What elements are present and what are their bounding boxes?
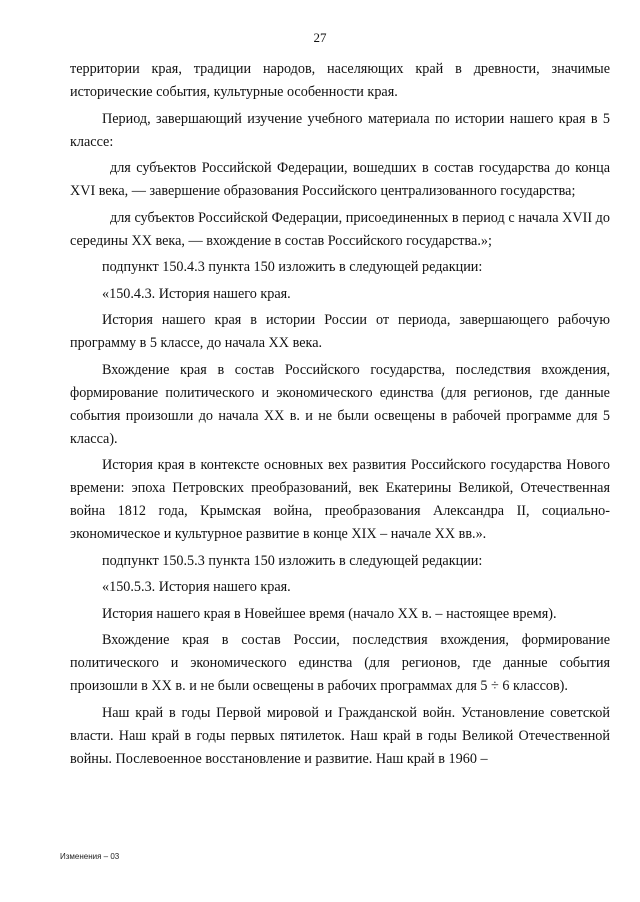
paragraph: территории края, традиции народов, населяющих край в древности, значимые исторические события, культурные особенности края. [70, 61, 610, 100]
footer-note: Изменения – 03 [60, 852, 120, 861]
body-text [70, 58, 610, 774]
paragraph: История нашего края в истории России от периода, завершающего рабочую программу в 5 классе, до начала XX века. [70, 312, 610, 351]
paragraph: Вхождение края в состав России, последствия вхождения, формирование политического и экономического единства (для регионов, где данные события произошли в XX в. и не были освещены в рабочих программах для 5 ÷ 6 классов). [70, 632, 610, 694]
paragraph: Наш край в годы Первой мировой и Гражданской войн. Установление советской власти. Наш край в годы первых пятилеток. Наш край в годы Великой Отечественной войны. Послевоенное восстановление и развитие. Наш край в 1960 – [70, 704, 610, 767]
paragraph: «150.4.3. История нашего края. [102, 285, 291, 302]
paragraph: для субъектов Российской Федерации, вошедших в состав государства до конца XVI века, — завершение образования Российского централизованного государства; [70, 160, 610, 199]
paragraph: Период, завершающий изучение учебного материала по истории нашего края в 5 классе: [70, 110, 610, 150]
paragraph: подпункт 150.5.3 пункта 150 изложить в следующей редакции: [102, 552, 483, 569]
paragraph: Вхождение края в состав Российского государства, последствия вхождения, формирование политического и экономического единства (для регионов, где данные события произошли до начала XX в. и не были освещены в рабочей программе для 5 класса). [70, 361, 610, 447]
paragraph: подпункт 150.4.3 пункта 150 изложить в следующей редакции: [102, 259, 483, 275]
paragraph: для субъектов Российской Федерации, присоединенных в период с начала XVII до середины XX века, — вхождение в состав Российского государства.»; [70, 209, 610, 249]
paragraph: История нашего края в Новейшее время (начало XX в. – настоящее время). [102, 605, 557, 622]
paragraph: «150.5.3. История нашего края. [102, 579, 291, 595]
paragraph: История края в контексте основных вех развития Российского государства Нового времени: эпоха Петровских преобразований, век Екатерины Великой, Отечественная война 1812 года, Крымская война, преобразования Александра II, социально-экономическое и культурное развитие в конце XIX – начале XX вв.». [70, 457, 610, 542]
page-number: 27 [313, 30, 327, 45]
